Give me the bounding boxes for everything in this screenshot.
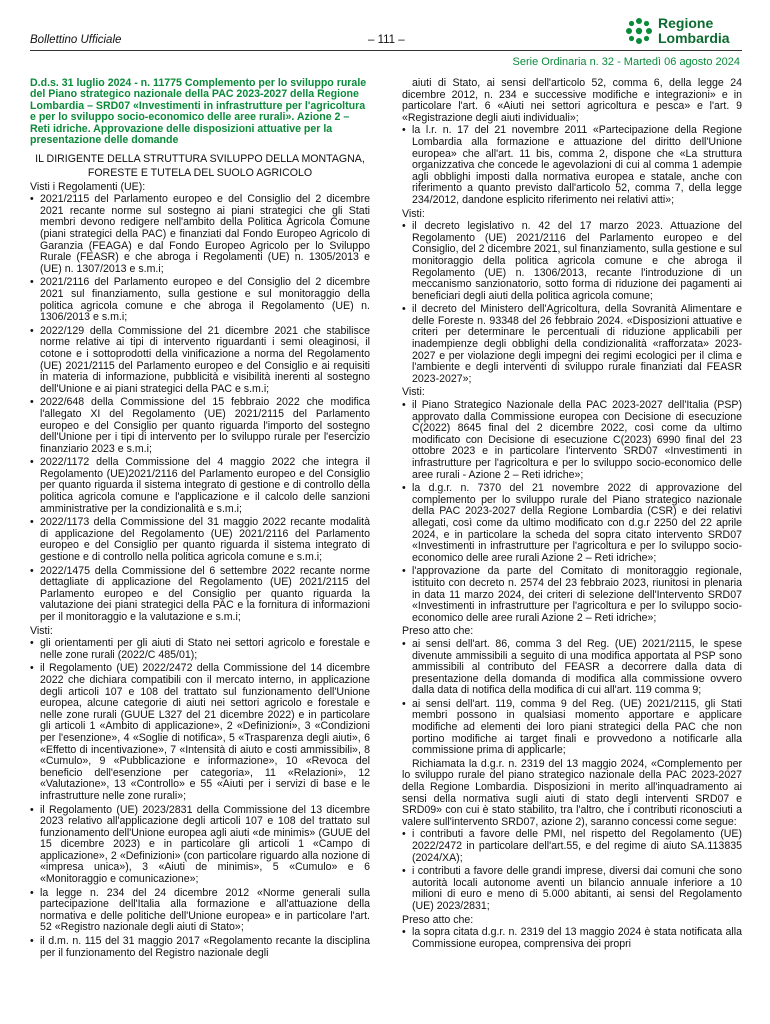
visti-label-2: Visti:: [402, 386, 425, 399]
regione-lombardia-rosa-camuna-icon: [624, 16, 654, 46]
preso-atto-list-2: [402, 927, 742, 950]
page-header: [0, 0, 770, 70]
page-number: – 111 –: [368, 34, 405, 46]
list-item: • 2022/1475 della Commissione del 6 settembre 2022 recante norme dettagliate di applicazione del Regolamento (UE) 2021/2115 del Parlamento europeo e del Consiglio per quanto riguarda la valutazione dei piani strategici della PAC e la fornitura di informazioni per il monitoraggio e la valutazione e s.m.i;: [30, 566, 370, 624]
visti-list: [30, 638, 370, 959]
list-item: • i contributi a favore delle PMI, nel rispetto del Regolamento (UE) 2022/2472 in particolare dell'art.55, e del regime di aiuto SA.113835 (2024/XA);: [402, 829, 742, 864]
visti-regolamenti-label: Visti i Regolamenti (UE):: [30, 180, 146, 193]
authority-line-1: IL DIRIGENTE DELLA STRUTTURA SVILUPPO DELLA MONTAGNA,: [35, 153, 365, 166]
lr-list: [402, 125, 742, 206]
list-item: • il Regolamento (UE) 2022/2472 della Commissione del 14 dicembre 2022 che dichiara compatibili con il mercato interno, in applicazione degli articoli 107 e 108 del trattato sul funzionamento dell'Unione europea, alcune categorie di aiuti nei settori agricolo e forestale e nelle zone rurali (GUUE L327 del 21 dicembre 2022) e in particolare gli articoli 1 «Ambito di applicazione», 2 «Definizioni», 3 «Condizioni per l'esenzione», 4 «Soglie di notifica», 5 «Trasparenza degli aiuti», 6 «Effetto di incentivazione», 7 «Intensità di aiuto e costi ammissibili», 8 «Cumulo», 9 «Pubblicazione e informazione», 10 «Revoca del beneficio dell'esenzione per categoria», 11 «Relazioni», 12 «Valutazione», 13 «Controllo» e 55 «Aiuti per i servizi di base e le infrastrutture nelle zone rurali»;: [30, 663, 370, 802]
series-info: Serie Ordinaria n. 32 - Martedì 06 agosto 2024: [512, 56, 740, 68]
preso-atto-label: Preso atto che:: [402, 625, 474, 638]
regolamenti-list: [30, 194, 370, 623]
right-column: [402, 78, 742, 952]
left-column: [30, 78, 370, 961]
list-item: • il Regolamento (UE) 2023/2831 della Commissione del 13 dicembre 2023 relativo all'applicazione degli articoli 107 e 108 del trattato sul funzionamento dell'Unione europea agli aiuti «de minimis» (GUUE del 15 dicembre 2023) e in particolare gli articoli 1 «Campo di applicazione», 2 «Definizioni» (con particolare riguardo alla nozione di «impresa unica»), 3 «Aiuti de minimis», 5 «Cumulo» e 6 «Monitoraggio e comunicazione»;: [30, 805, 370, 886]
list-item: • il Piano Strategico Nazionale della PAC 2023-2027 dell'Italia (PSP) approvato dalla Commissione europea con Decisione di esecuzione C(2022) 8645 final del 2 dicembre 2022, così come da ultimo modificato con Decisione di esecuzione C(2023) 6990 final del 23 ottobre 2023 e in particolare l'intervento SRD07 «Investimenti in infrastrutture per l'agricoltura e per lo sviluppo socio-economico delle aree rurali - Azione 2 – Reti idriche»;: [402, 400, 742, 481]
list-item: • l'approvazione da parte del Comitato di monitoraggio regionale, istituito con decreto n. 2574 del 23 febbraio 2023, riunitosi in plenaria in data 11 marzo 2024, dei criteri di selezione dell'Intervento SRD07 «Investimenti in infrastrutture per l'agricoltura e per lo sviluppo socio-economico delle aree rurali Azione 2 – Reti idriche»;: [402, 566, 742, 624]
header-divider: [30, 50, 742, 51]
list-item: • i contributi a favore delle grandi imprese, diversi dai comuni che sono autorità locali autonome aventi un bilancio annuale inferiore a 10 milioni di euro e meno di 5.000 abitanti, ai sensi del Regolamento (UE) 2023/2831;: [402, 866, 742, 912]
contributi-list: [402, 829, 742, 912]
list-item: • ai sensi dell'art. 86, comma 3 del Reg. (UE) 2021/2115, le spese divenute ammissibili a seguito di una modifica apportata al PSP sono ammissibili al contributo del FEASR a decorrere dalla data di presentazione della domanda di modifica alla commissione ovvero dalla data di notifica della modifica di cui all'art. 119 comma 9;: [402, 639, 742, 697]
list-item: • gli orientamenti per gli aiuti di Stato nei settori agricolo e forestale e nelle zone rurali (2022/C 485/01);: [30, 638, 370, 661]
list-item: • la l.r. n. 17 del 21 novembre 2011 «Partecipazione della Regione Lombardia alla formazione e attuazione del diritto dell'Unione europea» che all'art. 11 bis, comma 2, dispone che «La struttura organizzativa che concede le agevolazioni di cui al comma 1 adempie agli obblighi imposti dalla normativa europea e statale, anche con riferimento a quanto previsto dall'articolo 52, comma 7, della legge 234/2012, dandone esplicito riferimento nei relativi atti»;: [402, 125, 742, 206]
list-item: • ai sensi dell'art. 119, comma 9 del Reg. (UE) 2021/2115, gli Stati membri possono in qualsiasi momento apportare e applicare modifiche ad elementi dei loro piani strategici della PAC che non portino modifiche ai target finali e provvedono a notificarle alla commissione prima di applicarle;: [402, 699, 742, 757]
logo-text-line2: Lombardia: [658, 30, 730, 46]
list-item: • la legge n. 234 del 24 dicembre 2012 «Norme generali sulla partecipazione dell'Italia alla formazione e all'attuazione della normativa e delle politiche dell'Unione europea» e in particolare l'art. 52 «Registro nazionale degli aiuti di Stato»;: [30, 888, 370, 934]
preso-atto-list: [402, 639, 742, 757]
logo-text-line1: Regione: [658, 15, 714, 31]
list-item: • la sopra citata d.g.r. n. 2319 del 13 maggio 2024 è stata notificata alla Commissione europea, comprensiva dei propri: [402, 927, 742, 950]
list-item: • il decreto del Ministero dell'Agricoltura, della Sovranità Alimentare e delle Foreste n. 93348 del 26 febbraio 2024. «Disposizioni attuative e criteri per determinare le percentuali di riduzione applicabili per inadempienze degli obblighi della condizionalità «rafforzata» 2023-2027 e per violazione degli impegni dei regimi ecologici per il clima e l'ambiente e degli interventi di sviluppo rurale finanziati dal FEASR 2023-2027»;: [402, 304, 742, 385]
list-item: • 2022/129 della Commissione del 21 dicembre 2021 che stabilisce norme relative ai tipi di intervento riguardanti i semi oleaginosi, il cotone e i sottoprodotti della vinificazione a norma del Regolamento (UE) 2021/2115 del Parlamento europeo e del Consiglio e ai requisiti in materia di informazione, pubblicità e visibilità inerenti al sostegno dell'Unione e ai piani strategici della PAC e s.m.i;: [30, 326, 370, 396]
visti-list-2: [402, 400, 742, 624]
list-item: • il decreto legislativo n. 42 del 17 marzo 2023. Attuazione del Regolamento (UE) 2021/2116 del Parlamento europeo e del Consiglio, del 2 dicembre 2021, sul finanziamento, sulla gestione e sul monitoraggio della politica agricola comune e che abroga il Regolamento (UE) n. 1306/2013, recante l'introduzione di un meccanismo sanzionatorio, sotto forma di riduzione dei pagamenti ai beneficiari degli aiuti della politica agricola comune;: [402, 221, 742, 302]
continued-paragraph: aiuti di Stato, ai sensi dell'articolo 52, comma 6, della legge 24 dicembre 2012, n. 234 e successive modifiche e integrazioni» e in particolare l'art. 6 «Aiuti nei settori agricoltura e pesca» e l'art. 9 «Registrazione degli aiuti individuali»;: [402, 77, 742, 124]
list-item: • il d.m. n. 115 del 31 maggio 2017 «Regolamento recante la disciplina per il funzionamento del Registro nazionale degli: [30, 936, 370, 959]
list-item: • 2021/2115 del Parlamento europeo e del Consiglio del 2 dicembre 2021 recante norme sul sostegno ai piani strategici che gli Stati membri devono redigere nell'ambito della Politica Agricola Comune (piani strategici della PAC) e finanziati dal Fondo Europeo Agricolo di Garanzia (FEAGA) e dal Fondo Europeo Agricolo per lo Sviluppo Rurale (FEASR) e che abroga i Regolamenti (UE) n. 1305/2013 e (UE) n. 1307/2013 e s.m.i;: [30, 194, 370, 275]
publication-name: Bollettino Ufficiale: [30, 34, 122, 46]
list-item: • 2022/648 della Commissione del 15 febbraio 2022 che modifica l'allegato XI del Regolamento (UE) 2021/2115 del Parlamento europeo e del Consiglio per quanto riguarda l'importo del sostegno dell'Unione per i tipi di intervento per lo sviluppo rurale per l'esercizio finanziario 2023 e s.m.i;: [30, 397, 370, 455]
richiamata-paragraph: Richiamata la d.g.r. n. 2319 del 13 maggio 2024, «Complemento per lo sviluppo rurale del piano strategico nazionale della PAC 2023-2027 della Regione Lombardia. Disposizioni in merito all'inquadramento ai sensi della normativa sugli aiuti di stato degli interventi SRD07 e SRD09» con cui è stato stabilito, tra l'altro, che i contributi riconosciuti a valere sull'intervento SRD07, azione 2), saranno concessi come segue:: [402, 757, 742, 828]
logo-text: [658, 16, 730, 46]
list-item: • 2021/2116 del Parlamento europeo e del Consiglio del 2 dicembre 2021 sul finanziamento, sulla gestione e sul monitoraggio della politica agricola comune e che abroga il Regolamento (UE) n. 1306/2013 e s.m.i;: [30, 277, 370, 323]
list-item: • la d.g.r. n. 7370 del 21 novembre 2022 di approvazione del complemento per lo sviluppo rurale del Piano strategico nazionale della PAC 2023-2027 della Regione Lombardia (CSR) e dei relativi allegati, così come da ultimo modificato con d.g.r 2250 del 22 aprile 2024, e in particolare la scheda del sopra citato intervento SRD07 «Investimenti in infrastrutture per l'agricoltura e per lo sviluppo socio-economico delle aree rurali Azione 2 – Reti idriche»;: [402, 483, 742, 564]
list-item: • 2022/1173 della Commissione del 31 maggio 2022 recante modalità di applicazione del Regolamento (UE) 2021/2116 del Parlamento europeo e del Consiglio per quanto riguarda il sistema integrato di gestione e di controllo nella politica agricola comune e s.m.i;: [30, 517, 370, 563]
visti-list-1: [402, 221, 742, 385]
visti-label-1: Visti:: [402, 207, 425, 220]
visti-label: Visti:: [30, 624, 53, 637]
authority-line-2: FORESTE E TUTELA DEL SUOLO AGRICOLO: [87, 167, 313, 180]
regione-lombardia-logo: [624, 14, 744, 50]
list-item: • 2022/1172 della Commissione del 4 maggio 2022 che integra il Regolamento (UE)2021/2116 del Parlamento europeo e del Consiglio per quanto riguarda il sistema integrato di gestione e di controllo della politica agricola comune e l'applicazione e il calcolo delle sanzioni amministrative per la condizionalità e s.m.i;: [30, 457, 370, 515]
preso-atto-label-2: Preso atto che:: [402, 913, 474, 926]
decree-title: D.d.s. 31 luglio 2024 - n. 11775 Complemento per lo sviluppo rurale del Piano strategico nazionale della PAC 2023-2027 della Regione Lombardia – SRD07 «Investimenti in infrastrutture per l'agricoltura e per lo sviluppo socio-economico delle aree rurali». Azione 2 – Reti idriche. Approvazione delle disposizioni attuative per la presentazione delle domande: [30, 77, 367, 147]
